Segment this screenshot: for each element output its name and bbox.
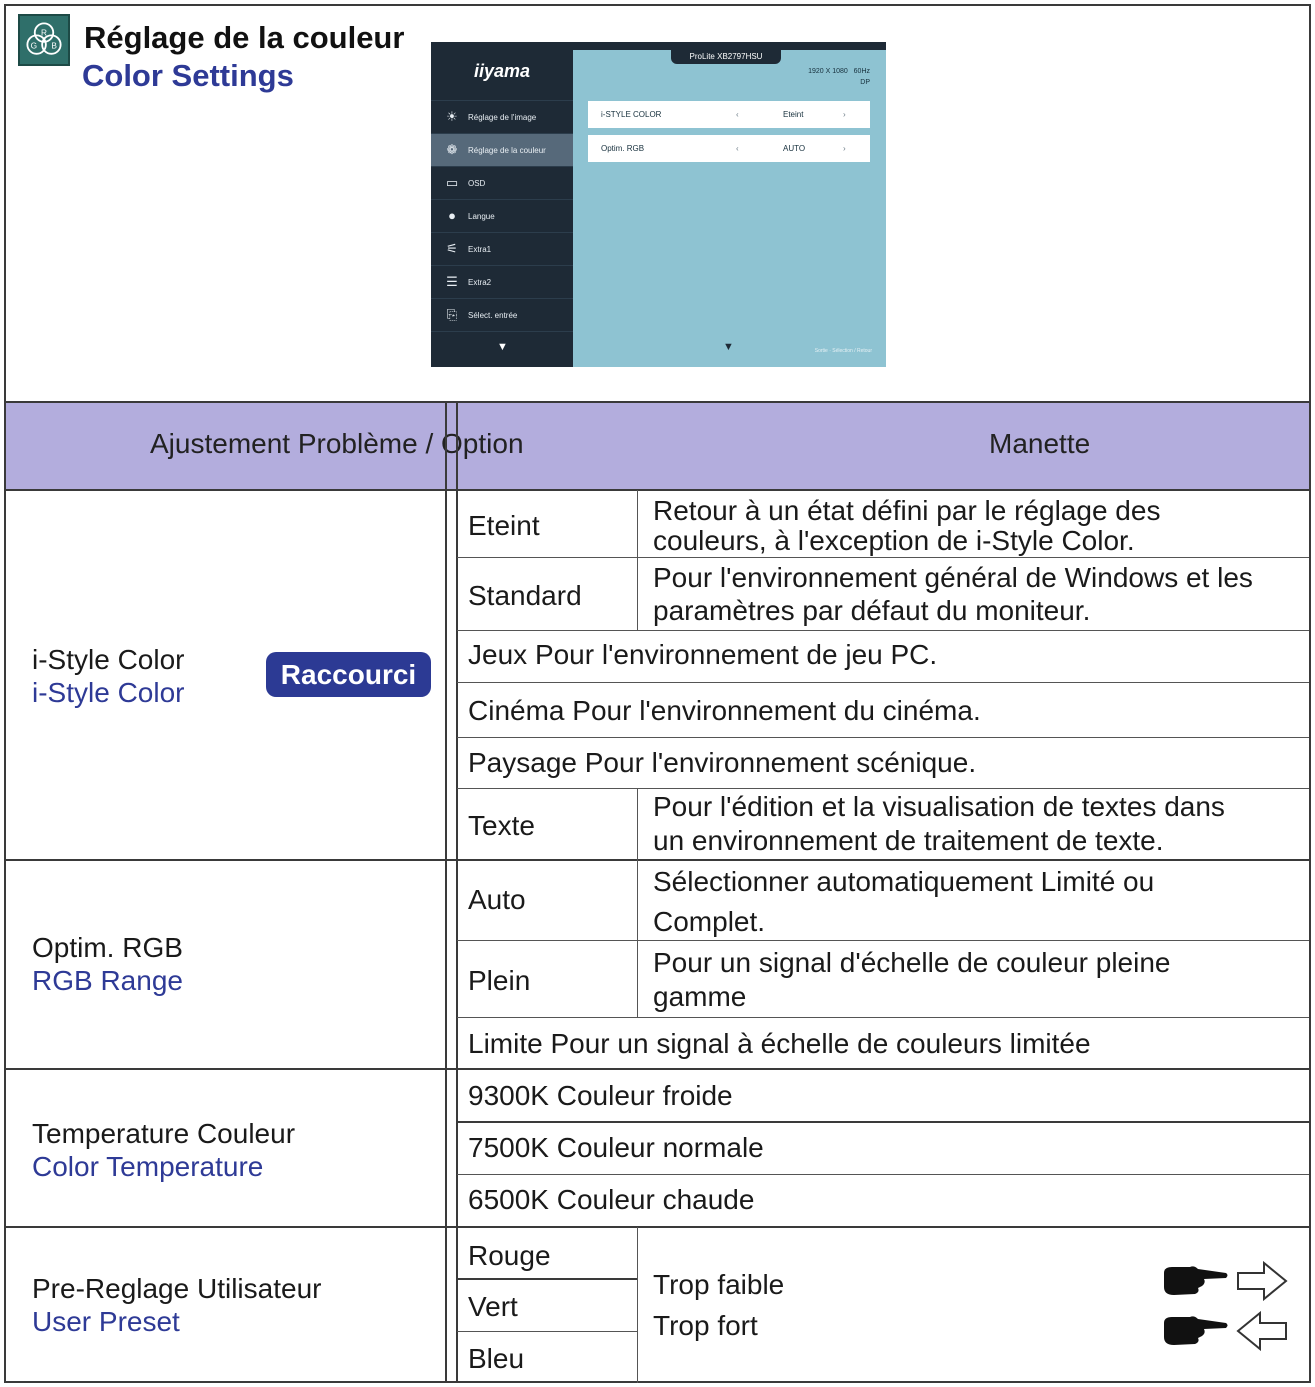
osd-refresh: 60Hz xyxy=(853,68,870,75)
svg-text:B: B xyxy=(51,40,57,51)
chevron-right-icon[interactable]: › xyxy=(843,144,846,153)
channel-vert: Vert xyxy=(468,1291,518,1322)
extra2-icon: ☰ xyxy=(446,274,458,289)
triangle-down-icon: ▼ xyxy=(723,341,734,353)
option-desc: Pour un signal d'échelle de couleur pleine xyxy=(653,947,1171,978)
table-border xyxy=(6,1068,1309,1070)
option-desc: un environnement de traitement de texte. xyxy=(653,825,1164,856)
osd-logo: iiyama xyxy=(473,61,531,81)
osd-menu-item-input[interactable] xyxy=(431,298,573,331)
osd-model: ProLite XB2797HSU xyxy=(671,42,781,64)
option-texte: Texte xyxy=(468,810,535,841)
table-border xyxy=(6,859,1309,861)
option-9300k: 9300K Couleur froide xyxy=(468,1080,733,1111)
page-title: Réglage de la couleur xyxy=(84,20,405,55)
row-border xyxy=(457,1278,638,1280)
osd-signal-info xyxy=(808,66,870,88)
table-divider xyxy=(456,402,458,1383)
too-strong-label: Trop fort xyxy=(653,1310,758,1341)
osd-menu-label: Réglage de la couleur xyxy=(468,146,546,155)
hand-pointing-icon xyxy=(1160,1311,1230,1351)
option-desc: gamme xyxy=(653,981,747,1012)
osd-row-value: AUTO xyxy=(783,144,806,153)
too-weak-label: Trop faible xyxy=(653,1269,785,1300)
shortcut-badge: Raccourci xyxy=(266,652,431,697)
cell-divider xyxy=(637,1227,638,1383)
chevron-right-icon[interactable]: › xyxy=(843,110,846,119)
option-desc: Pour l'environnement général de Windows et les xyxy=(653,562,1253,593)
osd-menu-item-color[interactable] xyxy=(431,133,573,166)
svg-text:R: R xyxy=(41,27,47,38)
osd-row-label: Optim. RGB xyxy=(601,144,645,153)
option-desc: Retour à un état défini par le réglage des xyxy=(653,495,1161,526)
option-7500k: 7500K Couleur normale xyxy=(468,1132,764,1163)
sun-icon: ☀ xyxy=(446,109,458,124)
channel-rouge: Rouge xyxy=(468,1240,551,1271)
table-border xyxy=(6,1226,1309,1228)
option-desc: Complet. xyxy=(653,906,766,937)
extra1-icon: ⚟ xyxy=(446,241,458,256)
option-desc: paramètres par défaut du moniteur. xyxy=(653,595,1091,626)
globe-icon: ● xyxy=(448,208,456,223)
row-border xyxy=(457,557,1309,558)
table-divider xyxy=(445,402,447,1383)
row-label-preset: Pre-Reglage Utilisateur xyxy=(32,1273,322,1304)
row-border xyxy=(457,940,1309,941)
osd-row-label: i-STYLE COLOR xyxy=(601,110,662,119)
osd-menu-item-extra2[interactable] xyxy=(431,265,573,298)
row-border xyxy=(457,682,1309,683)
option-desc: Sélectionner automatiquement Limité ou xyxy=(653,866,1155,897)
col-header-option: Ajustement Problème / Option xyxy=(150,428,524,459)
row-border xyxy=(457,1174,1309,1175)
row-border xyxy=(457,1331,638,1332)
row-label-istyle: i-Style Color xyxy=(32,644,185,675)
row-label-rgb-en: RGB Range xyxy=(32,965,183,996)
arrow-right-icon xyxy=(1236,1261,1288,1301)
option-auto: Auto xyxy=(468,884,526,915)
osd-row-rgb[interactable] xyxy=(588,135,870,162)
row-border xyxy=(457,737,1309,738)
chevron-left-icon[interactable]: ‹ xyxy=(736,144,739,153)
row-label-temp: Temperature Couleur xyxy=(32,1118,296,1149)
osd-row-value: Eteint xyxy=(783,110,804,119)
option-desc: couleurs, à l'exception de i-Style Color. xyxy=(653,525,1135,556)
osd-sidebar xyxy=(431,42,573,367)
row-border xyxy=(457,1121,1309,1123)
col-header-control: Manette xyxy=(989,428,1091,459)
osd-row-istyle[interactable] xyxy=(588,101,870,128)
triangle-down-icon: ▼ xyxy=(497,341,508,353)
table-border xyxy=(6,489,1309,491)
osd-screenshot xyxy=(431,42,886,367)
channel-bleu: Bleu xyxy=(468,1343,525,1374)
row-border xyxy=(457,1017,1309,1018)
input-icon: ⎘ xyxy=(446,307,458,322)
option-paysage: Paysage Pour l'environnement scénique. xyxy=(468,747,977,778)
osd-footer: Sortie · Sélection / Retour xyxy=(814,348,872,354)
row-label-istyle-en: i-Style Color xyxy=(32,677,185,708)
osd-menu-item-image[interactable] xyxy=(431,100,573,133)
rgb-circles-icon xyxy=(18,14,70,66)
cell-divider xyxy=(637,490,638,631)
osd-menu-item-osd[interactable] xyxy=(431,166,573,199)
color-icon: ❁ xyxy=(446,142,458,157)
cell-divider xyxy=(637,789,638,860)
osd-input: DP xyxy=(860,79,870,86)
osd-icon: ▭ xyxy=(445,175,459,190)
option-plein: Plein xyxy=(468,965,531,996)
svg-text:G: G xyxy=(30,40,38,51)
option-eteint: Eteint xyxy=(468,510,540,541)
osd-menu-label: Extra1 xyxy=(468,245,492,254)
hand-pointing-icon xyxy=(1160,1261,1230,1301)
option-6500k: 6500K Couleur chaude xyxy=(468,1184,755,1215)
osd-menu-label: Réglage de l'image xyxy=(468,113,537,122)
osd-menu-item-extra1[interactable] xyxy=(431,232,573,265)
option-standard: Standard xyxy=(468,580,582,611)
osd-menu-label: Sélect. entrée xyxy=(468,311,518,320)
row-border xyxy=(457,788,1309,789)
cell-divider xyxy=(637,860,638,1018)
row-label-rgb: Optim. RGB xyxy=(32,932,183,963)
row-label-temp-en: Color Temperature xyxy=(32,1151,264,1182)
osd-resolution: 1920 X 1080 xyxy=(808,68,848,75)
osd-menu-label: Extra2 xyxy=(468,278,492,287)
row-border xyxy=(457,630,1309,631)
chevron-left-icon[interactable]: ‹ xyxy=(736,110,739,119)
option-jeux: Jeux Pour l'environnement de jeu PC. xyxy=(468,639,938,670)
row-label-preset-en: User Preset xyxy=(32,1306,180,1337)
page-subtitle: Color Settings xyxy=(82,58,294,93)
option-desc: Pour l'édition et la visualisation de textes dans xyxy=(653,791,1225,822)
osd-menu-label: OSD xyxy=(468,179,486,188)
osd-menu-item-language[interactable] xyxy=(431,199,573,232)
osd-menu-label: Langue xyxy=(468,212,495,221)
option-limite: Limite Pour un signal à échelle de couleurs limitée xyxy=(468,1028,1091,1059)
option-cinema: Cinéma Pour l'environnement du cinéma. xyxy=(468,695,981,726)
arrow-left-icon xyxy=(1236,1311,1288,1351)
